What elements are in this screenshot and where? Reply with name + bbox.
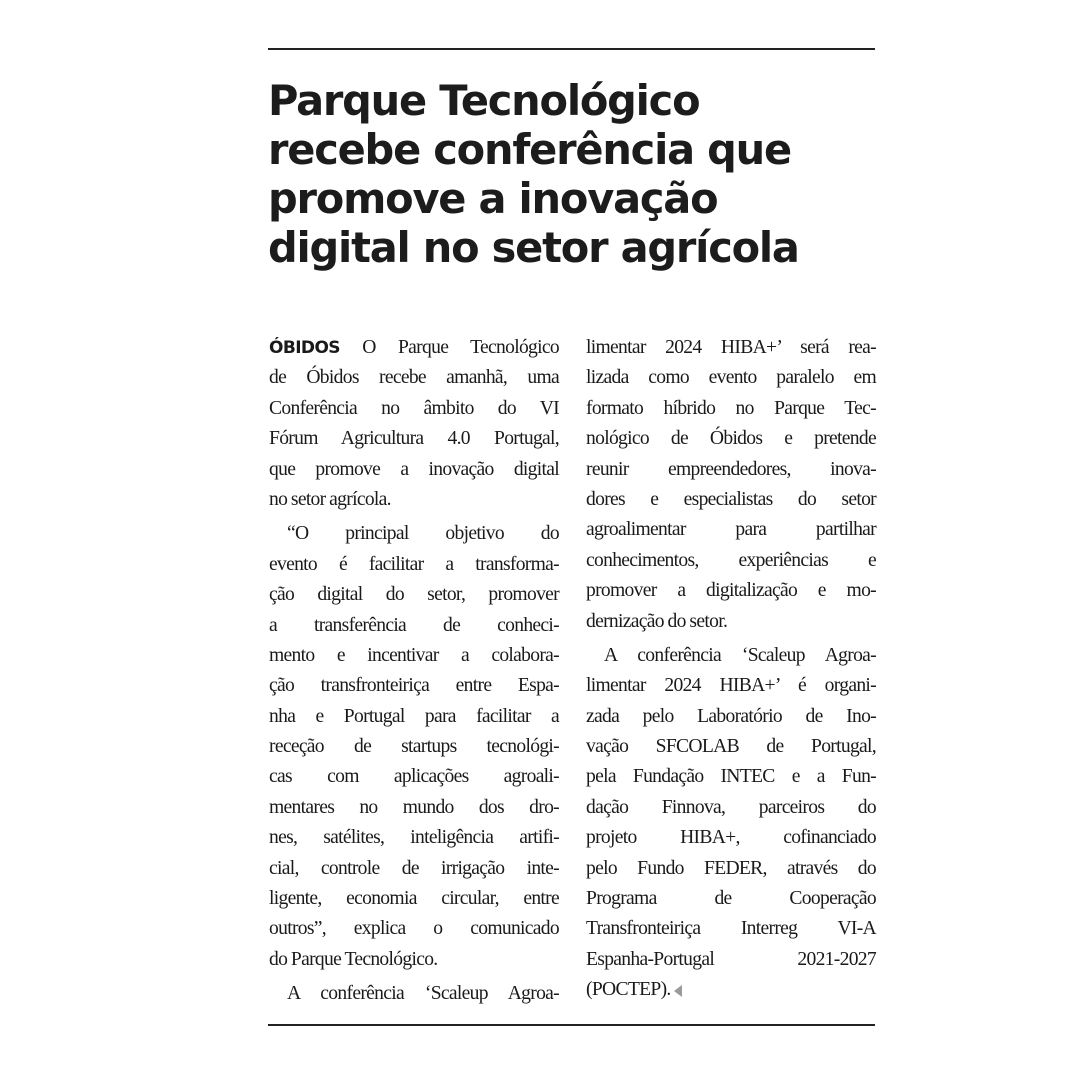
dateline-kicker: ÓBIDOS (269, 338, 340, 358)
text-line: Conferência no âmbito do VI (269, 397, 559, 419)
text-line: vação SFCOLAB de Portugal, (586, 736, 876, 758)
text-line: pela Fundação INTEC e a Fun- (586, 766, 876, 788)
text-line: dação Finnova, parceiros do (586, 796, 876, 818)
article-headline (268, 76, 888, 272)
text-line: ção transfronteiriça entre Espa- (269, 675, 559, 697)
text-line: agroalimentar para partilhar (586, 519, 876, 541)
text-line: limentar 2024 HIBA+’ é organi- (586, 675, 876, 697)
text-line: evento é facilitar a transforma- (269, 553, 559, 575)
end-of-article-icon (674, 985, 682, 997)
text-line-content: O Parque Tecnológico (362, 337, 559, 358)
text-line: projeto HIBA+, cofinanciado (586, 827, 876, 849)
text-line: A conferência ‘Scaleup Agroa- (287, 983, 559, 1005)
headline-line: promove a inovação (268, 174, 718, 223)
text-line: receção de startups tecnológi- (269, 736, 559, 758)
text-line: zada pelo Laboratório de Ino- (586, 705, 876, 727)
text-line: reunir empreendedores, inova- (586, 458, 876, 480)
text-line: cas com aplicações agroali- (269, 766, 559, 788)
text-line: dores e especialistas do setor (586, 488, 876, 510)
article-column-right (586, 333, 876, 1006)
text-line: ligente, economia circular, entre (269, 888, 559, 910)
headline-line: digital no setor agrícola (268, 223, 799, 272)
text-line: mento e incentivar a colabora- (269, 644, 559, 666)
article-column-left (269, 333, 559, 1010)
text-line: limentar 2024 HIBA+’ será rea- (586, 337, 876, 358)
text-line: A conferência ‘Scaleup Agroa- (604, 644, 876, 666)
text-line: pelo Fundo FEDER, através do (586, 857, 876, 879)
text-line: “O principal objetivo do (287, 523, 559, 545)
text-line: Transfronteiriça Interreg VI-A (586, 918, 876, 940)
text-line-content: (POCTEP). (586, 979, 671, 1001)
text-line: mentares no mundo dos dro- (269, 796, 559, 818)
text-line: formato híbrido no Parque Tec- (586, 397, 876, 419)
text-line: nes, satélites, inteligência artifi- (269, 827, 559, 849)
top-rule (268, 48, 875, 50)
text-line: a transferência de conheci- (269, 614, 559, 636)
text-line: nológico de Óbidos e pretende (586, 428, 876, 450)
text-line: Programa de Cooperação (586, 888, 876, 910)
text-line: promover a digitalização e mo- (586, 580, 876, 602)
bottom-rule (268, 1024, 875, 1026)
text-line: no setor agrícola. (269, 488, 391, 510)
text-line (269, 333, 559, 363)
text-line: cial, controle de irrigação inte- (269, 857, 559, 879)
text-line: outros”, explica o comunicado (269, 918, 559, 940)
text-line: Espanha-Portugal 2021-2027 (586, 948, 876, 970)
text-line: que promove a inovação digital (269, 458, 559, 480)
text-line: Fórum Agricultura 4.0 Portugal, (269, 428, 559, 450)
headline-line: Parque Tecnológico (268, 76, 700, 125)
text-line: de Óbidos recebe amanhã, uma (269, 367, 559, 389)
text-line (586, 975, 876, 1005)
text-line: dernização do setor. (586, 610, 728, 632)
headline-line: recebe conferência que (268, 125, 791, 174)
text-line: ção digital do setor, promover (269, 584, 559, 606)
text-line: lizada como evento paralelo em (586, 367, 876, 389)
text-line: conhecimentos, experiências e (586, 549, 876, 571)
text-line: do Parque Tecnológico. (269, 948, 438, 970)
text-line: nha e Portugal para facilitar a (269, 705, 559, 727)
